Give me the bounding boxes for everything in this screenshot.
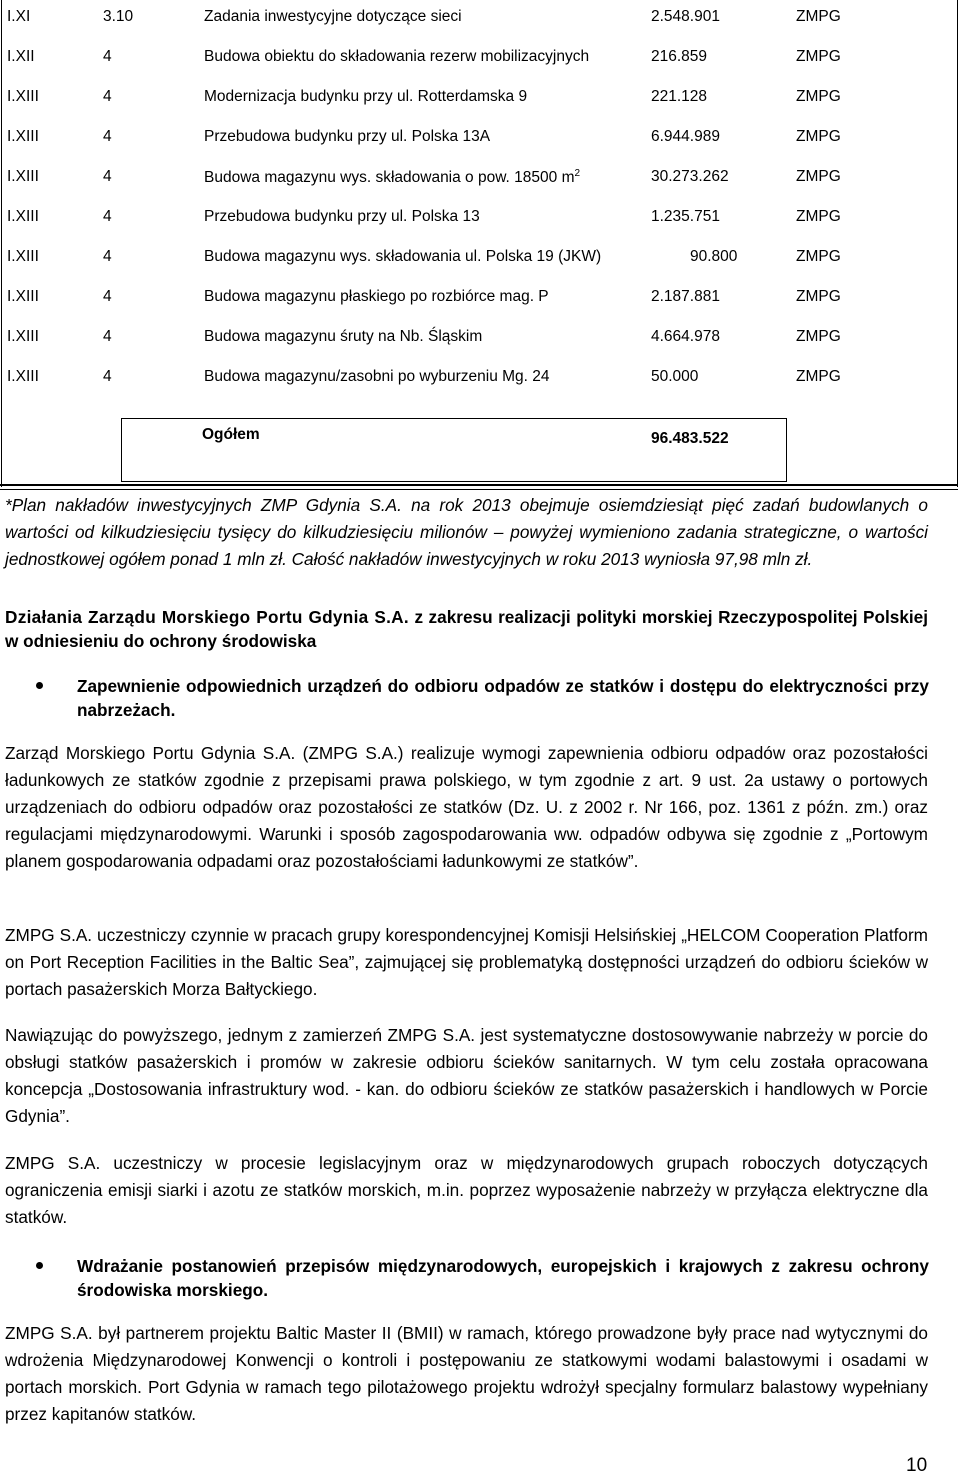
table-row — [0, 0, 960, 40]
row-id: I.XIII — [7, 208, 39, 225]
page-number: 10 — [906, 1455, 928, 1476]
row-id: I.XIII — [7, 168, 39, 185]
table-row — [0, 40, 960, 80]
row-value: 6.944.989 — [651, 128, 720, 145]
table-row — [0, 160, 960, 200]
row-value: 4.664.978 — [651, 328, 720, 345]
row-id: I.XIII — [7, 368, 39, 385]
table-row — [0, 320, 960, 360]
paragraph: ZMPG S.A. był partnerem projektu Baltic Master II (BMII) w ramach, którego prowadzone były prace nad wytycznymi do wdrożenia Międzynarodowej Konwencji o kontroli i postępowaniu ze statkowymi wodami balastowymi i osadami w portach morskich. Port Gdynia w ramach tego pilotażowego projektu wdrożył specjalny formularz balastowy wypełniany przez kapitanów statków. — [5, 1323, 928, 1424]
superscript: 2 — [574, 168, 581, 179]
row-description — [204, 168, 580, 187]
row-description: Budowa magazynu wys. składowania ul. Polska 19 (JKW) — [204, 248, 602, 265]
bullet-item: Wdrażanie postanowień przepisów międzynarodowych, europejskich i krajowych z zakresu ochrony środowiska morskiego. — [77, 1256, 929, 1300]
row-priority: 4 — [103, 208, 112, 225]
row-id: I.XIII — [7, 328, 39, 345]
section-heading-rest: z zakresu realizacji polityki morskiej Rzeczypospolitej Polskiej w odniesieniu do ochrony środowiska — [5, 607, 928, 651]
row-value: 1.235.751 — [651, 208, 720, 225]
table-row — [0, 360, 960, 400]
row-owner: ZMPG — [796, 88, 841, 105]
row-description: Budowa magazynu płaskiego po rozbiórce mag. P — [204, 288, 549, 305]
row-owner: ZMPG — [796, 168, 841, 185]
row-id: I.XIII — [7, 88, 39, 105]
bullet-item: Zapewnienie odpowiednich urządzeń do odbioru odpadów ze statków i dostępu do elektryczności przy nabrzeżach. — [77, 676, 929, 720]
plan-note: *Plan nakładów inwestycyjnych ZMP Gdynia S.A. na rok 2013 obejmuje osiemdziesiąt pięć zadań budowlanych o wartości od kilkudziesięciu tysięcy do kilkudziesięciu milionów – powyżej wymieniono zadania strategiczne, o wartości jednostkowej ogółem ponad 1 mln zł. Całość nakładów inwestycyjnych w roku 2013 wyniosła 97,98 mln zł. — [5, 495, 928, 569]
row-description: Przebudowa budynku przy ul. Polska 13A — [204, 128, 491, 145]
row-priority: 4 — [103, 288, 112, 305]
section-heading — [5, 605, 928, 653]
row-description: Przebudowa budynku przy ul. Polska 13 — [204, 208, 480, 225]
table-row — [0, 240, 960, 280]
row-owner: ZMPG — [796, 48, 841, 65]
row-id: I.XII — [7, 48, 35, 65]
row-owner: ZMPG — [796, 328, 841, 345]
table-border-bottom-inner — [0, 489, 958, 490]
total-value: 96.483.522 — [651, 430, 729, 447]
row-priority: 4 — [103, 48, 112, 65]
row-priority: 4 — [103, 368, 112, 385]
row-priority: 4 — [103, 168, 112, 185]
row-value: 216.859 — [651, 48, 708, 65]
row-value: 2.187.881 — [651, 288, 720, 305]
table-row — [0, 80, 960, 120]
row-owner: ZMPG — [796, 288, 841, 305]
row-description: Budowa magazynu śruty na Nb. Śląskim — [204, 328, 483, 345]
table-row — [0, 200, 960, 240]
row-id: I.XI — [7, 8, 31, 25]
bullet-dot — [36, 1262, 43, 1269]
row-owner: ZMPG — [796, 128, 841, 145]
paragraph: Zarząd Morskiego Portu Gdynia S.A. (ZMPG S.A.) realizuje wymogi zapewnienia odbioru odpadów oraz pozostałości ładunkowych ze statków zgodnie z przepisami prawa polskiego, w tym zgodnie z art. 9 ust. 2a ustawy o portowych urządzeniach do odbioru odpadów oraz pozostałości ze statków (Dz. U. z 2002 r. Nr 166, poz. 1361 z późn. zm.) oraz regulacjami międzynarodowymi. Warunki i sposób zagospodarowania ww. odpadów odbywa się zgodnie z „Portowym planem gospodarowania odpadami oraz pozostałościami ładunkowymi ze statków”. — [5, 743, 928, 871]
investment-table — [0, 0, 960, 490]
row-priority: 4 — [103, 88, 112, 105]
row-id: I.XIII — [7, 288, 39, 305]
row-description: Modernizacja budynku przy ul. Rotterdamska 9 — [204, 88, 528, 105]
total-label: Ogółem — [202, 426, 260, 443]
bullet-dot — [36, 682, 43, 689]
row-value: 50.000 — [651, 368, 699, 385]
row-id: I.XIII — [7, 248, 39, 265]
row-value: 221.128 — [651, 88, 708, 105]
row-priority: 4 — [103, 248, 112, 265]
paragraph: ZMPG S.A. uczestniczy w procesie legislacyjnym oraz w międzynarodowych grupach roboczych dotyczących ograniczenia emisji siarki i azotu ze statków morskich, m.in. poprzez wyposażenie nabrzeży w przyłącza elektryczne dla statków. — [5, 1153, 928, 1227]
table-row — [0, 120, 960, 160]
row-value: 90.800 — [690, 248, 738, 265]
row-owner: ZMPG — [796, 8, 841, 25]
row-description: Budowa obiektu do składowania rezerw mobilizacyjnych — [204, 48, 590, 65]
section-heading-bold: Działania Zarządu Morskiego Portu Gdynia S.A. — [5, 607, 409, 627]
row-description: Zadania inwestycyjne dotyczące sieci — [204, 8, 462, 25]
row-owner: ZMPG — [796, 208, 841, 225]
row-priority: 4 — [103, 328, 112, 345]
row-owner: ZMPG — [796, 368, 841, 385]
paragraph: Nawiązując do powyższego, jednym z zamierzeń ZMPG S.A. jest systematyczne dostosowywanie nabrzeży w porcie do obsługi statków pasażerskich i promów w zakresie odbioru ścieków sanitarnych. W tym celu została opracowana koncepcja „Dostosowania infrastruktury wod. - kan. do odbioru ścieków ze statków pasażerskich i handlowych w Porcie Gdynia”. — [5, 1025, 928, 1126]
paragraph: ZMPG S.A. uczestniczy czynnie w pracach grupy korespondencyjnej Komisji Helsińskiej „HELCOM Cooperation Platform on Port Reception Facilities in the Baltic Sea”, zajmującej się problematyką dostępności urządzeń do odbioru ścieków w portach pasażerskich Morza Bałtyckiego. — [5, 925, 928, 999]
row-description: Budowa magazynu/zasobni po wyburzeniu Mg. 24 — [204, 368, 550, 385]
row-description-text: Budowa magazynu wys. składowania o pow. 18500 m — [204, 169, 575, 187]
row-priority: 4 — [103, 128, 112, 145]
table-row — [0, 280, 960, 320]
row-value: 2.548.901 — [651, 8, 720, 25]
row-value: 30.273.262 — [651, 168, 729, 185]
row-priority: 3.10 — [103, 8, 134, 25]
table-total-row — [0, 410, 960, 485]
row-id: I.XIII — [7, 128, 39, 145]
row-owner: ZMPG — [796, 248, 841, 265]
